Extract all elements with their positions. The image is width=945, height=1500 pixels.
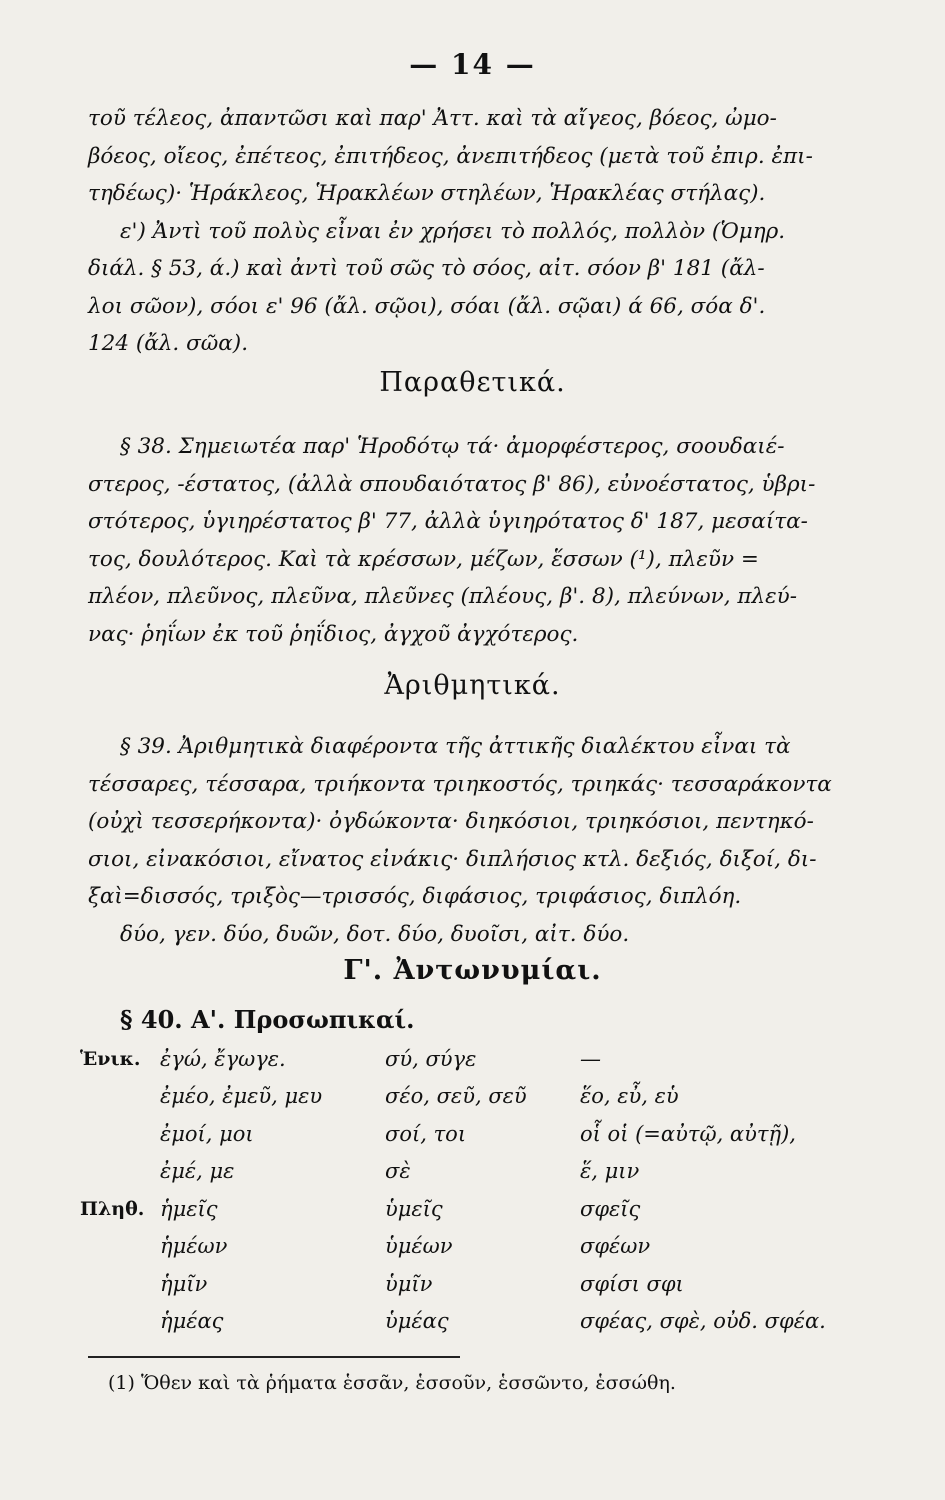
second-person-form: σύ, σύγε xyxy=(385,1046,477,1071)
second-person-form: σοί, τοι xyxy=(385,1121,467,1146)
second-person-form: σὲ xyxy=(385,1159,411,1184)
number-label xyxy=(80,1153,160,1191)
section-40-title: § 40. Α'. Προσωπικαί. xyxy=(120,1005,415,1034)
number-label xyxy=(80,1228,160,1266)
text-line: σιοι, εἰνακόσιοι, εἴνατος εἰνάκις· διπλήσιος κτλ. δεξιός, διξοί, δι- xyxy=(88,846,817,872)
table-row xyxy=(80,1040,850,1078)
number-label xyxy=(80,1078,160,1116)
footnote: (1) Ὅθεν καὶ τὰ ῥήματα ἑσσᾶν, ἑσσοῦν, ἑσσῶντο, ἑσσώθη. xyxy=(108,1372,676,1394)
first-person-form: ἐγώ, ἔγωγε. xyxy=(160,1046,286,1071)
first-person-form: ἡμέας xyxy=(160,1309,224,1334)
number-label xyxy=(80,1265,160,1303)
text-line: νας· ῥηΐων ἐκ τοῦ ῥηΐδιος, ἀγχοῦ ἀγχότερος. xyxy=(88,621,579,647)
number-label: Πληθ. xyxy=(80,1197,145,1220)
heading-parathetika: Παραθετικά. xyxy=(379,367,566,398)
table-row xyxy=(80,1078,850,1116)
text-line: § 39. Ἀριθμητικὰ διαφέροντα τῆς ἀττικῆς διαλέκτου εἶναι τὰ xyxy=(120,734,791,759)
table-row xyxy=(80,1228,850,1266)
heading-antonymiai: Γ'. Ἀντωνυμίαι. xyxy=(343,955,602,986)
heading-arithmetika: Ἀριθμητικά. xyxy=(384,670,561,701)
text-line: τοῦ τέλεος, ἀπαντῶσι καὶ παρ' Ἀττ. καὶ τὰ αἴγεος, βόεος, ὠμο- xyxy=(88,106,777,131)
text-line: 124 (ἄλ. σῶα). xyxy=(88,331,249,356)
text-line: τος, δουλότερος. Καὶ τὰ κρέσσων, μέζων, ἕσσων (¹), πλεῦν = xyxy=(88,546,759,572)
first-person-form: ἡμῖν xyxy=(160,1271,208,1296)
third-person-form: — xyxy=(580,1046,601,1071)
table-row xyxy=(80,1115,850,1153)
text-line: τέσσαρες, τέσσαρα, τριήκοντα τριηκοστός, τριηκάς· τεσσαράκοντα xyxy=(88,771,832,797)
page-number: — 14 — xyxy=(409,48,536,81)
first-person-form: ἡμέων xyxy=(160,1234,228,1259)
footnote-divider xyxy=(88,1356,460,1358)
section-39 xyxy=(88,728,858,953)
text-line: στερος, -έστατος, (ἀλλὰ σπουδαιότατος β' 86), εὐνοέστατος, ὑβρι- xyxy=(88,471,816,497)
table-row xyxy=(80,1265,850,1303)
first-person-form: ἐμέο, ἐμεῦ, μευ xyxy=(160,1084,323,1109)
text-line: ξαὶ=δισσός, τριξὸς—τρισσός, διφάσιος, τριφάσιος, διπλόη. xyxy=(88,884,742,909)
second-person-form: ὑμέων xyxy=(385,1234,453,1259)
second-person-form: ὑμῖν xyxy=(385,1271,433,1296)
second-person-form: ὑμέας xyxy=(385,1309,449,1334)
third-person-form: ἕ, μιν xyxy=(580,1159,640,1184)
third-person-form: σφέας, σφὲ, οὐδ. σφέα. xyxy=(580,1309,826,1334)
text-line: στότερος, ὑγιηρέστατος β' 77, ἀλλὰ ὑγιηρότατος δ' 187, μεσαίτα- xyxy=(88,509,808,534)
first-person-form: ἐμοί, μοι xyxy=(160,1121,254,1146)
section-38 xyxy=(88,428,858,653)
second-person-form: σέο, σεῦ, σεῦ xyxy=(385,1084,527,1109)
text-line: πλέον, πλεῦνος, πλεῦνα, πλεῦνες (πλέους, β'. 8), πλεύνων, πλεύ- xyxy=(88,584,798,609)
first-person-form: ἐμέ, με xyxy=(160,1159,235,1184)
text-line: (οὐχὶ τεσσερήκοντα)· ὀγδώκοντα· διηκόσιοι, τριηκόσιοι, πεντηκό- xyxy=(88,809,814,834)
table-row xyxy=(80,1153,850,1191)
text-line: δύο, γεν. δύο, δυῶν, δοτ. δύο, δυοῖσι, αἰτ. δύο. xyxy=(120,921,630,947)
number-label xyxy=(80,1115,160,1153)
third-person-form: σφίσι σφι xyxy=(580,1271,684,1296)
text-line: § 38. Σημειωτέα παρ' Ἡροδότῳ τά· ἀμορφέστερος, σοουδαιέ- xyxy=(120,434,785,459)
pronoun-table xyxy=(80,1040,850,1340)
number-label xyxy=(80,1303,160,1341)
first-person-form: ἡμεῖς xyxy=(160,1196,218,1221)
table-row xyxy=(80,1303,850,1341)
third-person-form: ἕο, εὖ, εὑ xyxy=(580,1084,679,1109)
text-line: βόεος, οἴεος, ἐπέτεος, ἐπιτήδεος, ἀνεπιτήδεος (μετὰ τοῦ ἐπιρ. ἐπι- xyxy=(88,143,813,169)
text-line: λοι σῶον), σόοι ε' 96 (ἄλ. σῷοι), σόαι (ἄλ. σῷαι) ά 66, σόα δ'. xyxy=(88,293,766,319)
section-37-continuation xyxy=(88,100,858,363)
text-line: διάλ. § 53, ά.) καὶ ἀντὶ τοῦ σῶς τὸ σόος, αἰτ. σόον β' 181 (ἄλ- xyxy=(88,256,765,281)
table-row xyxy=(80,1190,850,1228)
second-person-form: ὑμεῖς xyxy=(385,1196,443,1221)
number-label: Ἑνικ. xyxy=(80,1047,141,1070)
third-person-form: σφεῖς xyxy=(580,1196,641,1221)
third-person-form: οἷ οἱ (=αὐτῷ, αὐτῇ), xyxy=(580,1121,796,1146)
text-line: τηδέως)· Ἡράκλεος, Ἡρακλέων στηλέων, Ἡρακλέας στήλας). xyxy=(88,181,766,206)
text-line: ε') Ἀντὶ τοῦ πολὺς εἶναι ἐν χρήσει τὸ πολλός, πολλὸν (Ὁμηρ. xyxy=(120,218,786,244)
third-person-form: σφέων xyxy=(580,1234,651,1259)
